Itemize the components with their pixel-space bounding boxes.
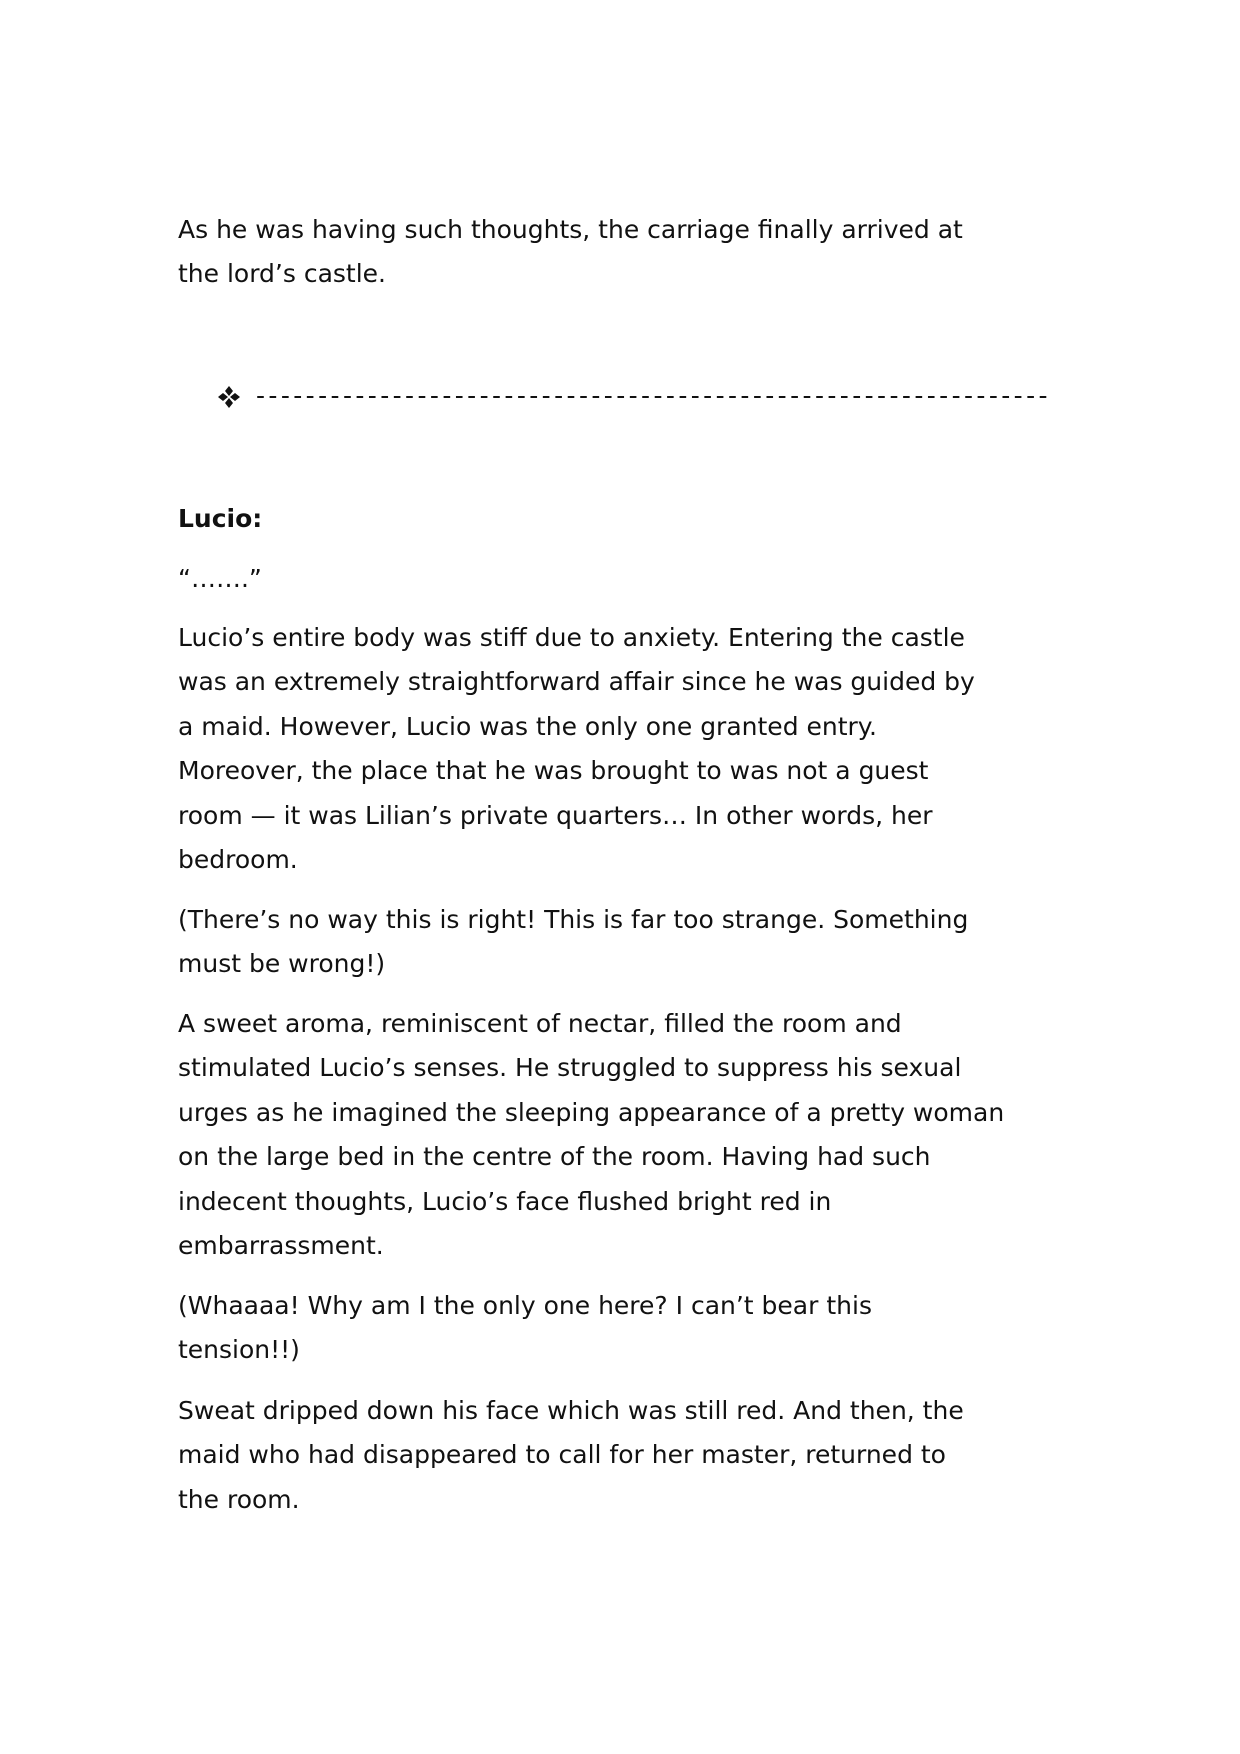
text-line: Lucio’s entire body was stiff due to anxiety. Entering the castle [178, 623, 965, 652]
text-line: bedroom. [178, 844, 298, 874]
opening-paragraph [178, 208, 963, 297]
text-line: the lord’s castle. [178, 259, 387, 289]
text-line: (Whaaaa! Why am I the only one here? I can’t bear this [178, 1291, 872, 1320]
text-line: stimulated Lucio’s senses. He struggled to suppress his sexual [178, 1053, 962, 1083]
dialogue-text: “…….” [178, 564, 262, 593]
text-line: As he was having such thoughts, the carriage finally arrived at [178, 215, 963, 244]
speaker-name: Lucio: [178, 504, 263, 533]
dialogue-line [178, 557, 262, 601]
text-line: indecent thoughts, Lucio’s face flushed bright red in [178, 1186, 832, 1216]
text-line: urges as he imagined the sleeping appearance of a pretty woman [178, 1097, 1005, 1127]
text-line: the room. [178, 1484, 300, 1514]
text-line: Moreover, the place that he was brought to was not a guest [178, 756, 929, 786]
text-line: room — it was Lilian’s private quarters… In other words, her [178, 800, 933, 830]
scene-separator [218, 374, 1078, 418]
diamond-bullet-icon [218, 386, 240, 408]
paragraph [178, 898, 968, 987]
paragraph [178, 1389, 964, 1522]
text-line: tension!!) [178, 1335, 300, 1365]
paragraph [178, 1002, 1004, 1268]
text-line: (There’s no way this is right! This is far too strange. Something [178, 905, 969, 934]
paragraph [178, 1284, 872, 1373]
paragraph [178, 616, 975, 882]
separator-dashes: ---------------------------------------------------------------- [256, 381, 1051, 410]
text-line: embarrassment. [178, 1230, 384, 1260]
text-line: must be wrong!) [178, 949, 386, 979]
text-line: Sweat dripped down his face which was still red. And then, the [178, 1396, 964, 1425]
text-line: was an extremely straightforward affair since he was guided by [178, 667, 975, 697]
speaker-heading [178, 497, 262, 541]
text-line: a maid. However, Lucio was the only one granted entry. [178, 711, 877, 741]
text-line: maid who had disappeared to call for her master, returned to [178, 1440, 946, 1470]
text-line: A sweet aroma, reminiscent of nectar, filled the room and [178, 1009, 902, 1038]
text-line: on the large bed in the centre of the room. Having had such [178, 1142, 931, 1172]
